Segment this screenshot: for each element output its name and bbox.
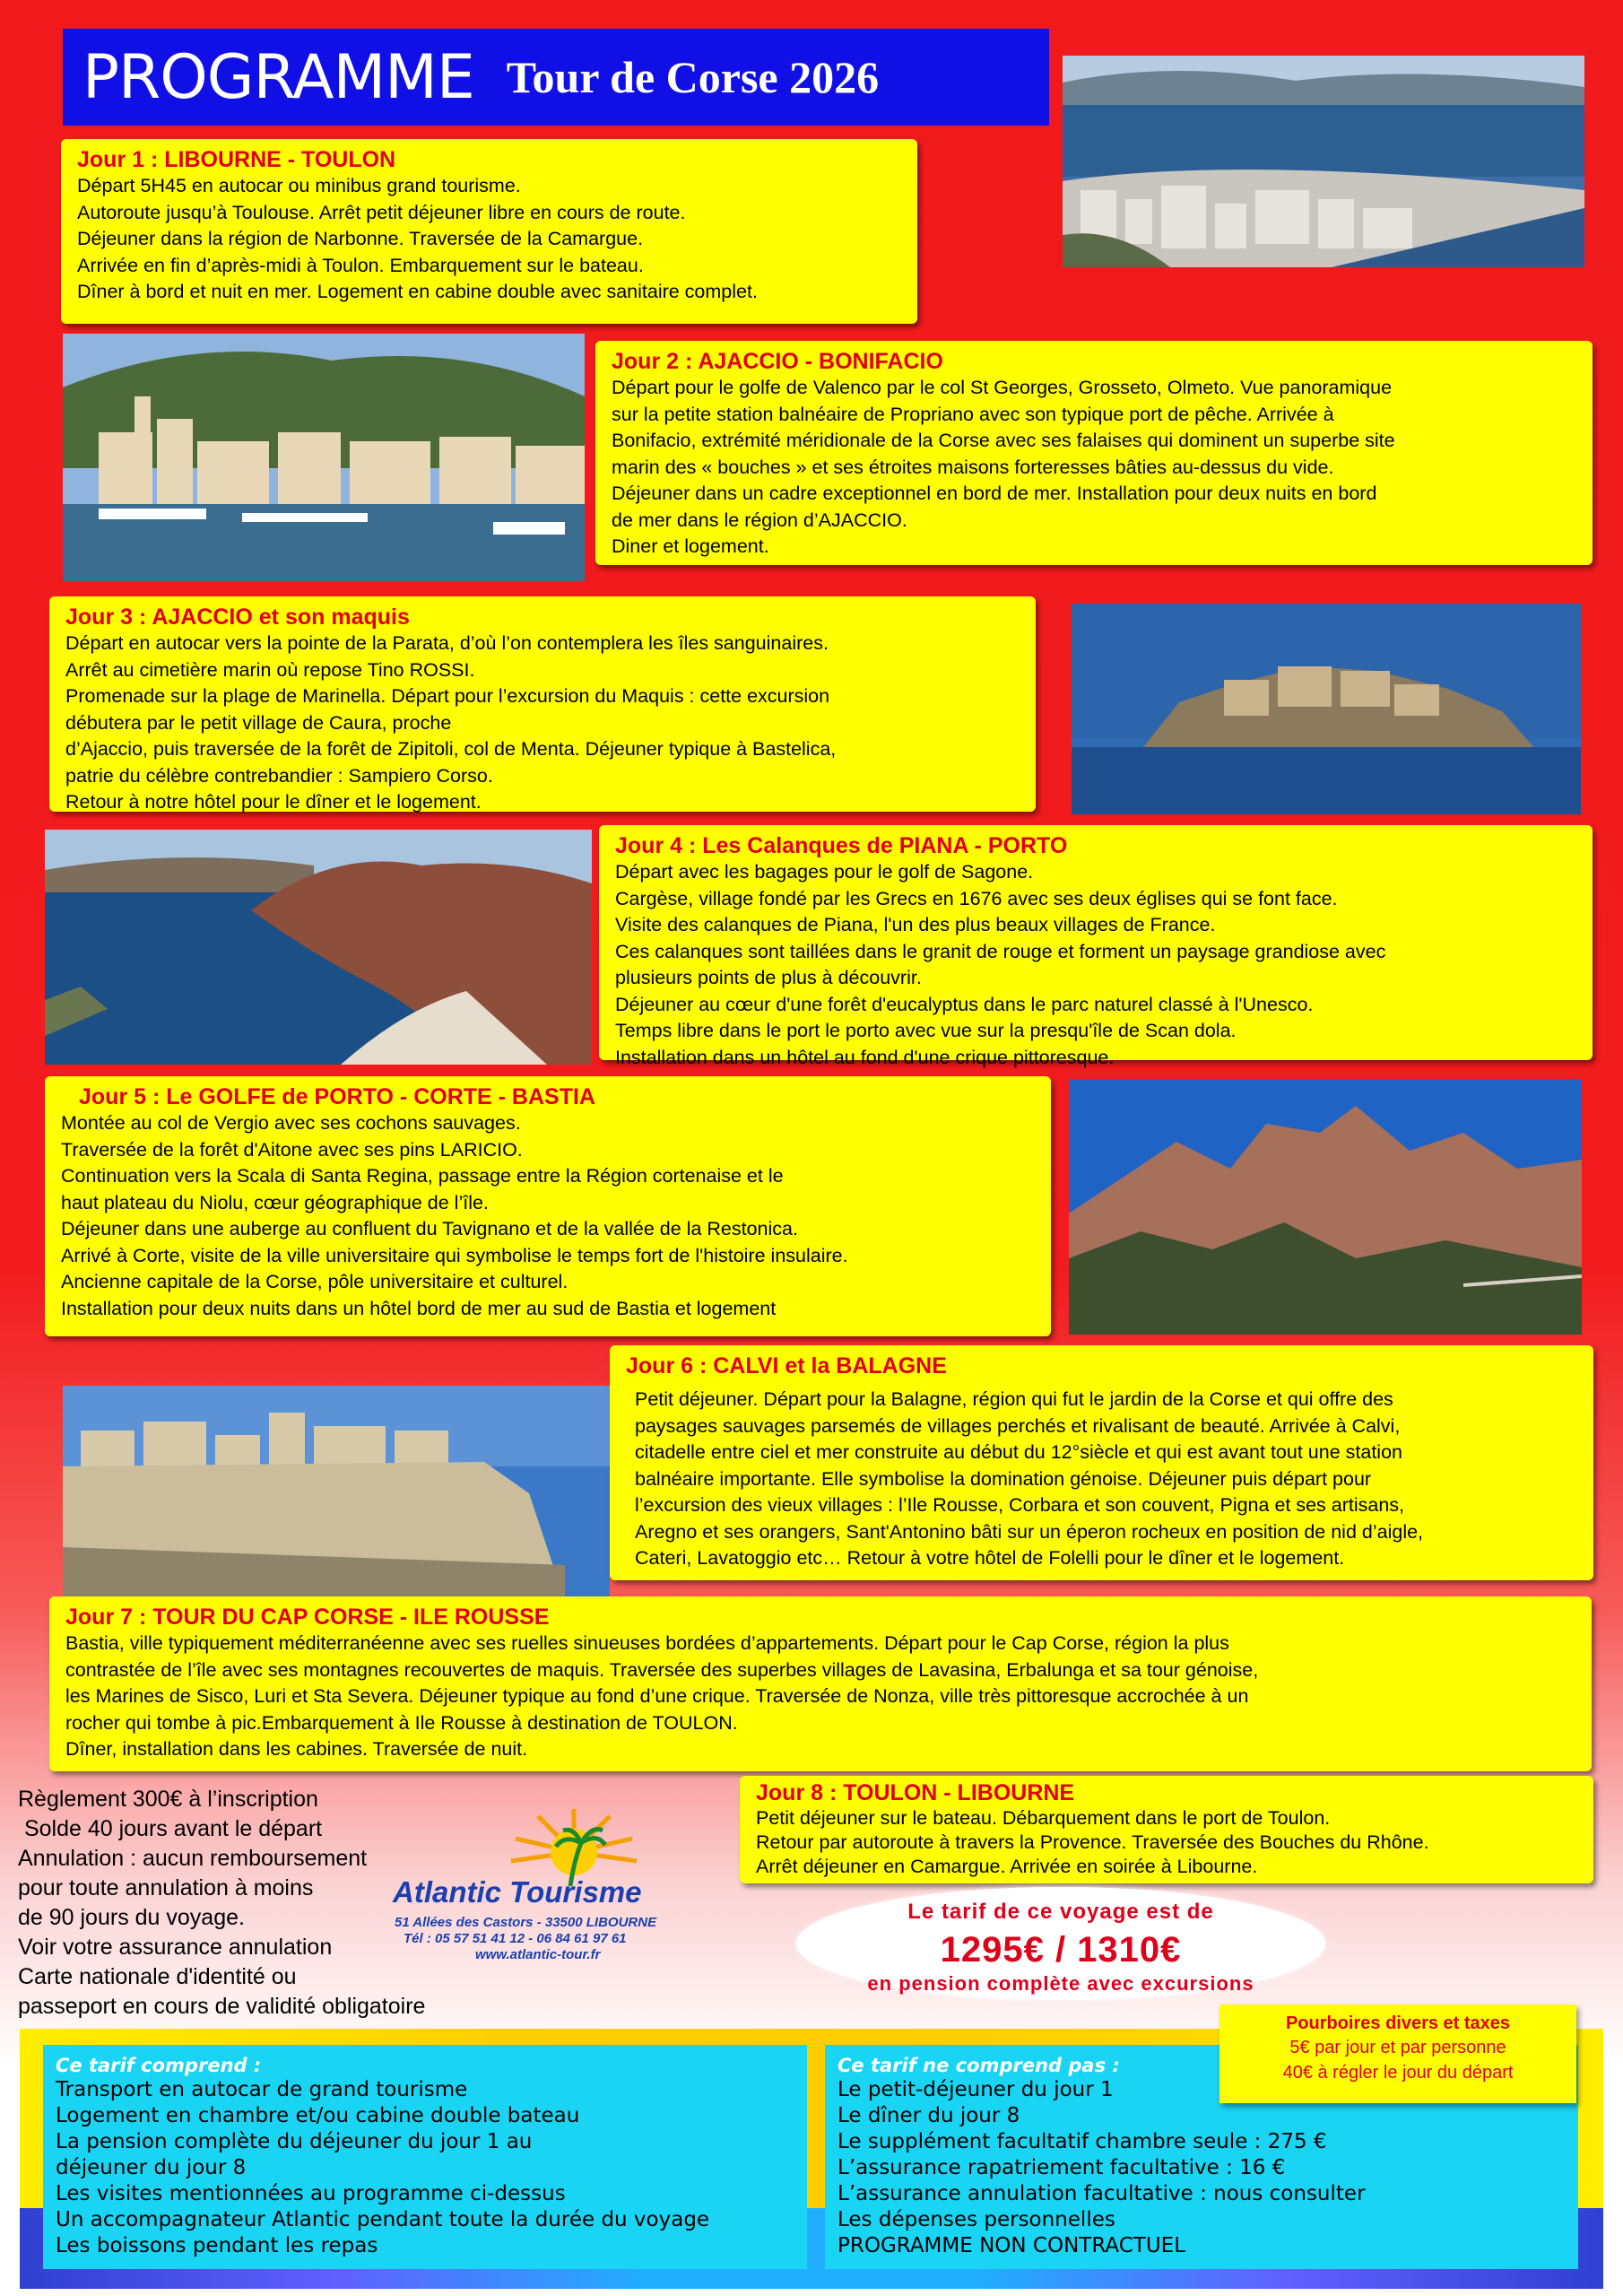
included-item: Transport en autocar de grand tourisme — [56, 2078, 468, 2101]
tips-line: 5€ par jour et par personne — [1289, 2038, 1506, 2057]
day-3-line: Arrêt au cimetière marin où repose Tino ROSSI. — [65, 658, 475, 681]
day-1-line: Autoroute jusqu’à Toulouse. Arrêt petit déjeuner libre en cours de route. — [77, 201, 686, 223]
day-2-line: Déjeuner dans un cadre exceptionnel en bord de mer. Installation pour deux nuits en bord — [612, 483, 1377, 504]
atlantic-tourisme-logo — [386, 1807, 744, 1960]
tips-line: 40€ à régler le jour du départ — [1282, 2063, 1514, 2083]
day-3-line: débutera par le petit village de Caura, proche — [65, 711, 452, 734]
page-title-bar — [63, 29, 1049, 126]
price-amount: 1295€ / 1310€ — [940, 1930, 1182, 1970]
excluded-item: L’assurance rapatriement facultative : 16 € — [838, 2156, 1286, 2179]
day-6-line: l’excursion des vieux villages : l’Ile Rousse, Corbara et son couvent, Pigna et ses artisans, — [635, 1494, 1405, 1516]
day-6-line: paysages sauvages parsemés de villages perchés et rivalisant de beauté. Arrivée à Calvi, — [635, 1414, 1401, 1437]
day-8-title: Jour 8 : TOULON - LIBOURNE — [756, 1780, 1075, 1805]
day-7-title: Jour 7 : TOUR DU CAP CORSE - ILE ROUSSE — [65, 1605, 550, 1630]
day-7-line: rocher qui tombe à pic.Embarquement à Ile Rousse à destination de TOULON. — [65, 1711, 738, 1734]
photo-calanques — [1069, 1079, 1582, 1335]
excluded-item: Le petit-déjeuner du jour 1 — [838, 2078, 1114, 2101]
day-3-line: Retour à notre hôtel pour le dîner et le logement. — [65, 791, 482, 813]
day-1-line: Arrivée en fin d’après-midi à Toulon. Embarquement sur le bateau. — [77, 254, 644, 276]
photo-gulf — [45, 830, 592, 1065]
tips-box — [1219, 2005, 1576, 2103]
condition-line: Annulation : aucun remboursement — [18, 1846, 368, 1871]
booking-conditions — [18, 1785, 426, 2022]
photo-harbour — [63, 334, 585, 581]
page-subtitle: Tour de Corse 2026 — [506, 52, 880, 102]
day-3-line: Départ en autocar vers la pointe de la Parata, d’où l’on contemplera les îles sanguinaires. — [65, 632, 829, 654]
included-item: Les boissons pendant les repas — [56, 2234, 378, 2257]
day-5-line: Continuation vers la Scala di Santa Regina, passage entre la Région cortenaise et le — [61, 1165, 784, 1187]
day-8-line: Retour par autoroute à travers la Provence. Traversée des Bouches du Rhône. — [756, 1831, 1429, 1853]
day-7-line: les Marines de Sisco, Luri et Sta Severa. Déjeuner typique au fond d’une crique. Traversée de Nonza, ville très pittoresque accrochée à un — [65, 1685, 1249, 1707]
day-7-line: contrastée de l’île avec ses montagnes recouvertes de maquis. Traversée des superbes villages de Lavasina, Erbalunga et sa tour génoise, — [65, 1658, 1259, 1681]
price-intro: Le tarif de ce voyage est de — [907, 1900, 1214, 1924]
day-4-line: Départ avec les bagages pour le golf de Sagone. — [615, 861, 1034, 883]
day-2-title: Jour 2 : AJACCIO - BONIFACIO — [612, 349, 943, 374]
day-3-line: patrie du célèbre contrebandier : Sampiero Corso. — [65, 764, 493, 787]
day-1-line: Déjeuner dans la région de Narbonne. Traversée de la Camargue. — [77, 228, 644, 249]
day-4-line: plusieurs points de plus à découvrir. — [615, 967, 922, 988]
day-5-line: Ancienne capitale de la Corse, pôle universitaire et culturel. — [61, 1271, 568, 1292]
excluded-item: Le dîner du jour 8 — [838, 2104, 1020, 2127]
photo-cliffs — [63, 1386, 610, 1601]
day-2-box — [595, 341, 1593, 565]
day-2-line: marin des « bouches » et ses étroites maisons forteresses bâties au-dessus du vide. — [612, 456, 1334, 478]
day-7-box — [49, 1596, 1592, 1771]
day-3-title: Jour 3 : AJACCIO et son maquis — [65, 604, 410, 630]
day-2-line: Bonifacio, extrémité méridionale de la Corse avec ses falaises qui dominent un superbe site — [612, 430, 1395, 451]
day-4-title: Jour 4 : Les Calanques de PIANA - PORTO — [615, 833, 1068, 858]
day-5-line: Installation pour deux nuits dans un hôtel bord de mer au sud de Bastia et logement — [61, 1297, 777, 1319]
condition-line: Règlement 300€ à l’inscription — [18, 1787, 318, 1812]
day-2-line: sur la petite station balnéaire de Propriano avec son typique port de pêche. Arrivée à — [612, 403, 1334, 425]
day-4-box — [599, 825, 1593, 1068]
day-5-line: Arrivé à Corte, visite de la ville universitaire qui symbolise le temps fort de l'histoire insulaire. — [61, 1244, 848, 1266]
day-4-line: Déjeuner au cœur d'une forêt d'eucalyptus dans le parc naturel classé à l'Unesco. — [615, 993, 1314, 1015]
condition-line: Carte nationale d'identité ou — [18, 1964, 297, 1989]
condition-line: de 90 jours du voyage. — [18, 1905, 245, 1930]
day-7-line: Bastia, ville typiquement méditerranéenne avec ses ruelles sinueuses bordées d’appartements. Départ pour le Cap Corse, région la plus — [65, 1632, 1229, 1654]
photo-citadel — [1072, 604, 1581, 814]
price-detail: en pension complète avec excursions — [867, 1972, 1254, 1995]
day-1-title: Jour 1 : LIBOURNE - TOULON — [77, 147, 396, 172]
day-2-line: Départ pour le golfe de Valenco par le col St Georges, Grosseto, Olmeto. Vue panoramique — [612, 377, 1393, 398]
day-6-line: citadelle entre ciel et mer construite au début du 12°siècle et qui est avant tout une station — [635, 1441, 1402, 1463]
day-4-line: Installation dans un hôtel au fond d'une crique pittoresque. — [615, 1046, 1115, 1068]
day-1-line: Dîner à bord et nuit en mer. Logement en cabine double avec sanitaire complet. — [77, 281, 758, 302]
condition-line: Voir votre assurance annulation — [18, 1935, 333, 1960]
page-title: PROGRAMME — [82, 41, 474, 113]
included-item: déjeuner du jour 8 — [56, 2156, 247, 2179]
condition-line: pour toute annulation à moins — [18, 1875, 314, 1900]
day-6-title: Jour 6 : CALVI et la BALAGNE — [626, 1353, 947, 1378]
price-oval — [796, 1887, 1325, 2000]
day-2-line: de mer dans le région d’AJACCIO. — [612, 509, 907, 531]
day-8-line: Petit déjeuner sur le bateau. Débarquement dans le port de Toulon. — [756, 1807, 1331, 1829]
day-1-box — [61, 139, 917, 324]
day-4-line: Visite des calanques de Piana, l'un des plus beaux villages de France. — [615, 914, 1216, 935]
day-6-box — [610, 1345, 1593, 1580]
day-5-box — [45, 1076, 1051, 1336]
day-6-line: Cateri, Lavatoggio etc… Retour à votre hôtel de Folelli pour le dîner et le logement. — [635, 1547, 1345, 1569]
day-2-line: Diner et logement. — [612, 535, 769, 557]
day-5-line: Traversée de la forêt d'Aitone avec ses pins LARICIO. — [61, 1138, 523, 1161]
day-6-line: balnéaire importante. Elle symbolise la domination génoise. Déjeuner puis départ pour — [635, 1467, 1372, 1490]
day-8-line: Arrêt déjeuner en Camargue. Arrivée en soirée à Libourne. — [756, 1856, 1258, 1877]
included-item: Logement en chambre et/ou cabine double bateau — [56, 2104, 580, 2127]
photo-toulon — [1063, 56, 1584, 267]
day-4-line: Cargèse, village fondé par les Grecs en 1676 avec ses deux églises qui se font face. — [615, 887, 1338, 909]
excluded-item: L’assurance annulation facultative : nous consulter — [838, 2182, 1366, 2205]
included-title: Ce tarif comprend : — [56, 2055, 262, 2076]
day-5-title: Jour 5 : Le GOLFE de PORTO - CORTE - BASTIA — [79, 1084, 595, 1109]
day-8-box — [740, 1776, 1593, 1883]
day-3-line: Promenade sur la plage de Marinella. Départ pour l’excursion du Maquis : cette excursion — [65, 685, 830, 707]
logo-brand: Atlantic Tourisme — [393, 1875, 642, 1909]
day-7-line: Dîner, installation dans les cabines. Traversée de nuit. — [65, 1738, 528, 1760]
logo-address: 51 Allées des Castors - 33500 LIBOURNE — [395, 1915, 657, 1930]
day-6-line: Petit déjeuner. Départ pour la Balagne, région qui fut le jardin de la Corse et qui offre des — [635, 1388, 1393, 1410]
day-4-line: Temps libre dans le port le porto avec vue sur la presqu'île de Scan dola. — [615, 1020, 1237, 1041]
included-item: La pension complète du déjeuner du jour 1 au — [56, 2130, 533, 2153]
condition-line: passeport en cours de validité obligatoire — [18, 1994, 426, 2019]
day-4-line: Ces calanques sont taillées dans le granit de rouge et forment un paysage grandiose avec — [615, 940, 1386, 962]
day-5-line: haut plateau du Niolu, cœur géographique de l’île. — [61, 1191, 489, 1213]
included-item: Un accompagnateur Atlantic pendant toute la durée du voyage — [56, 2208, 710, 2231]
excluded-item: Les dépenses personnelles — [838, 2208, 1115, 2231]
day-1-line: Départ 5H45 en autocar ou minibus grand tourisme. — [77, 175, 521, 196]
included-item: Les visites mentionnées au programme ci-dessus — [56, 2182, 566, 2205]
excluded-title: Ce tarif ne comprend pas : — [838, 2055, 1120, 2076]
day-6-line: Aregno et ses orangers, Sant'Antonino bâti sur un éperon rocheux en position de nid d’aigle, — [635, 1520, 1424, 1543]
excluded-item: PROGRAMME NON CONTRACTUEL — [838, 2234, 1186, 2257]
logo-phones: Tél : 05 57 51 41 12 - 06 84 61 97 61 — [404, 1931, 627, 1946]
condition-line: Solde 40 jours avant le départ — [18, 1816, 323, 1841]
day-5-line: Montée au col de Vergio avec ses cochons sauvages. — [61, 1112, 521, 1134]
day-3-box — [49, 596, 1036, 812]
excluded-item: Le supplément facultatif chambre seule : 275 € — [838, 2130, 1327, 2153]
included-box — [43, 2045, 807, 2269]
tips-title: Pourboires divers et taxes — [1285, 2013, 1511, 2033]
day-5-line: Déjeuner dans une auberge au confluent du Tavignano et de la vallée de la Restonica. — [61, 1218, 798, 1239]
logo-website[interactable]: www.atlantic-tour.fr — [475, 1947, 601, 1962]
day-3-line: d’Ajaccio, puis traversée de la forêt de Zipitoli, col de Menta. Déjeuner typique à Bastelica, — [65, 738, 837, 760]
